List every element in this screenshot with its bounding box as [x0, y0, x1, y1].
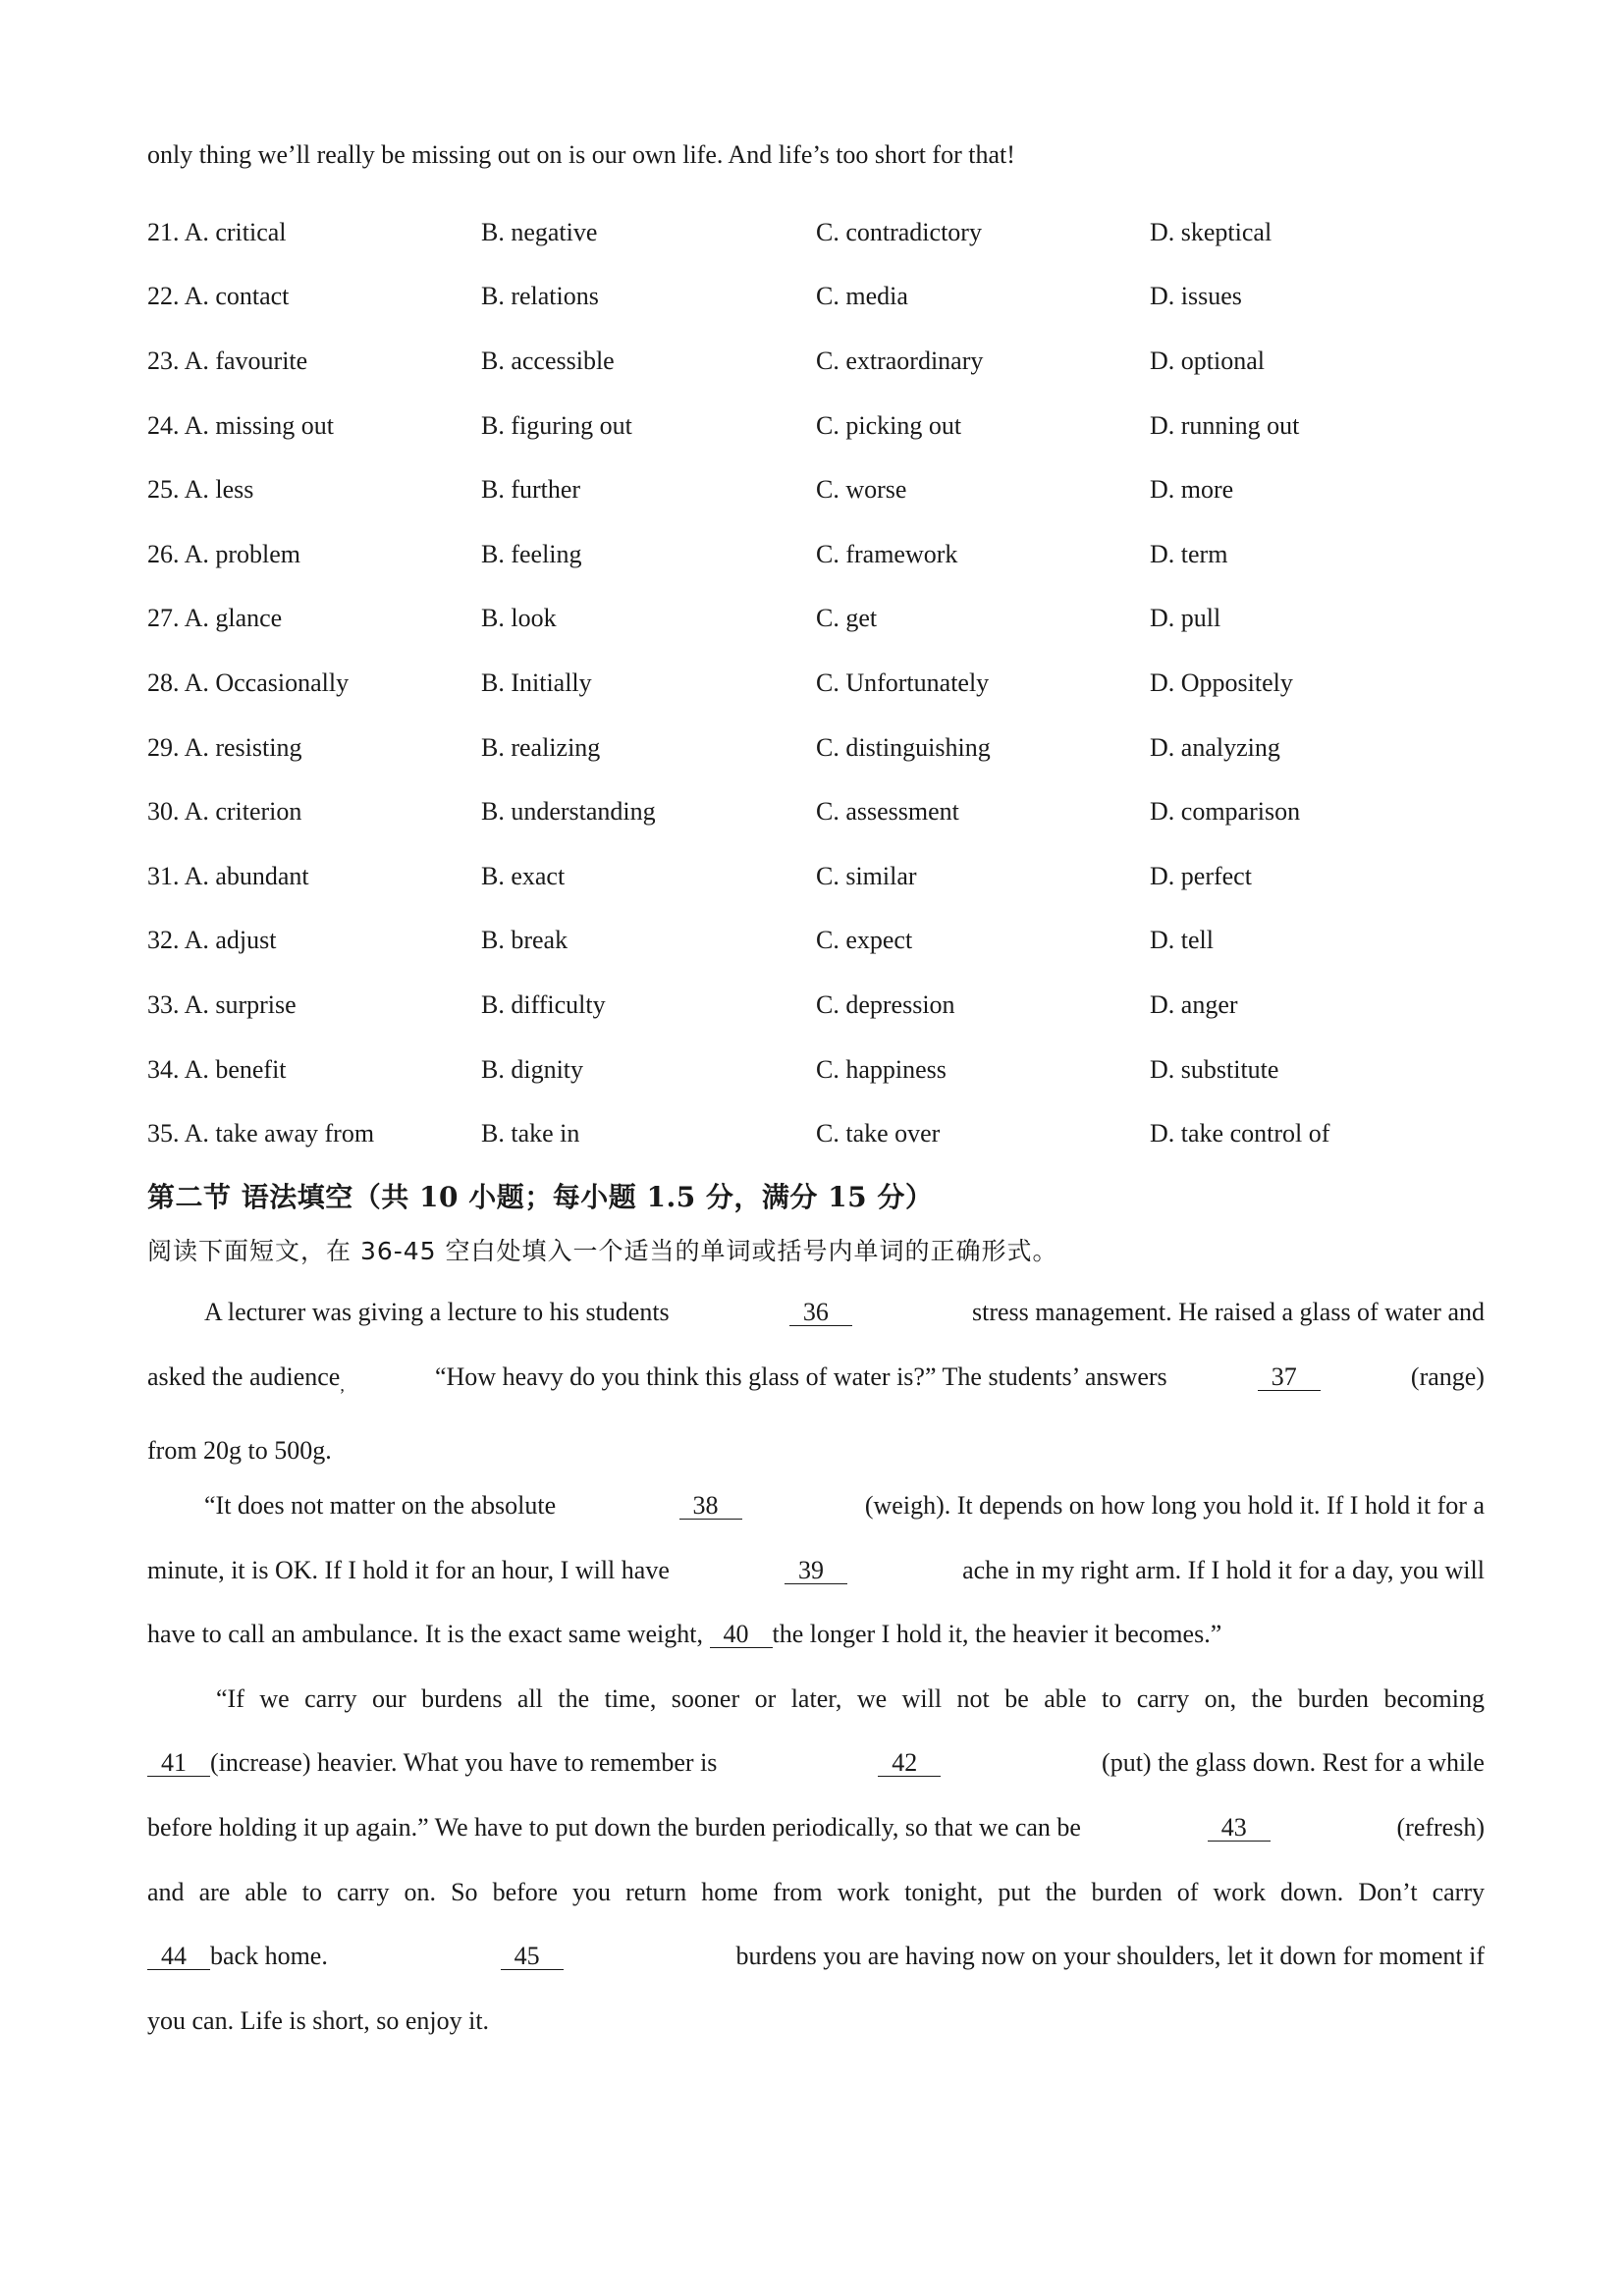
option-b: B. dignity [481, 1054, 584, 1084]
option-a: 30. A. criterion [147, 797, 302, 827]
passage-text: (put) the glass down. Rest for a while [1102, 1748, 1485, 1778]
passage-line: “If we carry our burdens all the time, sooner or later, we will not be able to carry on, the burden becoming [216, 1683, 1485, 1713]
option-c: C. worse [816, 475, 907, 505]
question-row [147, 200, 1485, 265]
passage-text: (range) [1410, 1362, 1485, 1391]
option-d: D. Oppositely [1150, 667, 1293, 697]
passage-text: A lecturer was giving a lecture to his students [204, 1297, 670, 1326]
passage-line [147, 1538, 1485, 1603]
option-a: 29. A. resisting [147, 732, 302, 762]
blank-38[interactable]: 38 [679, 1493, 742, 1520]
option-a: 26. A. problem [147, 539, 300, 568]
question-row [147, 265, 1485, 330]
blank-39[interactable]: 39 [785, 1558, 847, 1584]
option-d: D. tell [1150, 926, 1214, 955]
blank-41[interactable]: 41 [147, 1750, 210, 1777]
passage-text: stress management. He raised a glass of water and [972, 1297, 1485, 1326]
question-row [147, 716, 1485, 780]
option-d: D. comparison [1150, 797, 1301, 827]
option-c: C. similar [816, 861, 917, 890]
cloze-passage [147, 1280, 1485, 2054]
option-d: D. optional [1150, 346, 1265, 375]
option-c: C. assessment [816, 797, 959, 827]
passage-text: (refresh) [1396, 1813, 1485, 1842]
option-b: B. understanding [481, 797, 656, 827]
blank-44[interactable]: 44 [147, 1944, 210, 1970]
question-row [147, 909, 1485, 974]
option-a: 35. A. take away from [147, 1119, 375, 1148]
option-c: C. depression [816, 989, 955, 1019]
option-c: C. picking out [816, 410, 962, 440]
option-d: D. perfect [1150, 861, 1252, 890]
blank-45[interactable]: 45 [501, 1944, 564, 1970]
option-d: D. analyzing [1150, 732, 1280, 762]
option-c: C. distinguishing [816, 732, 991, 762]
passage-text: 44 back home. [147, 1924, 328, 1989]
passage-text: “It does not matter on the absolute [204, 1491, 557, 1521]
option-b: B. feeling [481, 539, 582, 568]
option-c: C. Unfortunately [816, 667, 990, 697]
option-c: C. extraordinary [816, 346, 984, 375]
options-table [147, 200, 1485, 1166]
option-a: 21. A. critical [147, 217, 287, 246]
blank-36[interactable]: 36 [789, 1300, 852, 1326]
option-c: C. framework [816, 539, 958, 568]
option-c: C. media [816, 282, 908, 311]
option-d: D. more [1150, 475, 1234, 505]
option-b: B. exact [481, 861, 566, 890]
passage-line [147, 1795, 1485, 1860]
question-row [147, 1101, 1485, 1166]
option-d: D. skeptical [1150, 217, 1272, 246]
blank-37[interactable]: 37 [1258, 1364, 1321, 1391]
blank-43[interactable]: 43 [1208, 1815, 1271, 1842]
question-row [147, 1038, 1485, 1102]
option-d: D. take control of [1150, 1119, 1330, 1148]
question-row [147, 844, 1485, 909]
passage-line [147, 1473, 1485, 1538]
passage-line [147, 1602, 1485, 1667]
question-row [147, 587, 1485, 652]
question-row [147, 779, 1485, 844]
passage-line: and are able to carry on. So before you return home from work tonight, put the burden of work down. Don’t carry [147, 1877, 1485, 1906]
passage-text: the longer I hold it, the heavier it becomes.” [772, 1620, 1222, 1649]
exam-page [147, 135, 1485, 2053]
option-a: 22. A. contact [147, 282, 290, 311]
option-b: B. accessible [481, 346, 615, 375]
passage-line [147, 1345, 1485, 1410]
option-c: C. expect [816, 926, 913, 955]
blank-42[interactable]: 42 [878, 1750, 941, 1777]
passage-line [147, 1924, 1485, 1989]
passage-line [147, 1731, 1485, 1795]
passage-line: you can. Life is short, so enjoy it. [147, 2005, 490, 2035]
question-row [147, 973, 1485, 1038]
question-row [147, 651, 1485, 716]
option-d: D. anger [1150, 989, 1238, 1019]
option-b: B. Initially [481, 667, 592, 697]
option-a: 33. A. surprise [147, 989, 297, 1019]
option-b: B. break [481, 926, 568, 955]
option-b: B. relations [481, 282, 599, 311]
option-a: 34. A. benefit [147, 1054, 287, 1084]
passage-text: “How heavy do you think this glass of water is?” The students’ answers [434, 1362, 1167, 1391]
option-d: D. issues [1150, 282, 1242, 311]
option-b: B. look [481, 604, 557, 633]
option-b: B. further [481, 475, 581, 505]
passage-text: 41 (increase) heavier. What you have to remember is [147, 1731, 717, 1795]
option-a: 32. A. adjust [147, 926, 277, 955]
section-instruction: 阅读下面短文，在 36-45 空白处填入一个适当的单词或括号内单词的正确形式。 [147, 1236, 1058, 1265]
option-a: 25. A. less [147, 475, 254, 505]
passage-text: before holding it up again.” We have to put down the burden periodically, so that we can be [147, 1813, 1081, 1842]
option-d: D. term [1150, 539, 1228, 568]
option-d: D. substitute [1150, 1054, 1279, 1084]
option-b: B. figuring out [481, 410, 632, 440]
option-d: D. pull [1150, 604, 1221, 633]
section-title: 第二节 语法填空（共 10 小题；每小题 1.5 分，满分 15 分） [147, 1180, 934, 1213]
blank-40[interactable]: 40 [710, 1622, 773, 1648]
passage-line: from 20g to 500g. [147, 1436, 332, 1466]
option-b: B. take in [481, 1119, 580, 1148]
question-row [147, 457, 1485, 522]
passage-text: have to call an ambulance. It is the exact same weight, [147, 1620, 703, 1649]
option-c: C. happiness [816, 1054, 947, 1084]
passage-text: minute, it is OK. If I hold it for an hour, I will have [147, 1555, 670, 1584]
question-row [147, 329, 1485, 394]
passage-line [147, 1280, 1485, 1345]
option-a: 27. A. glance [147, 604, 283, 633]
passage-closing-line: only thing we’ll really be missing out on is our own life. And life’s too short for that! [147, 140, 1015, 169]
option-c: C. contradictory [816, 217, 982, 246]
option-a: 24. A. missing out [147, 410, 334, 440]
option-c: C. take over [816, 1119, 941, 1148]
passage-text: ache in my right arm. If I hold it for a day, you will [962, 1555, 1485, 1584]
question-row [147, 394, 1485, 458]
option-c: C. get [816, 604, 878, 633]
question-row [147, 522, 1485, 587]
passage-text: asked the audience$_,$ [147, 1362, 345, 1395]
option-b: B. negative [481, 217, 598, 246]
option-b: B. realizing [481, 732, 601, 762]
option-a: 23. A. favourite [147, 346, 308, 375]
passage-text: (weigh). It depends on how long you hold it. If I hold it for a [864, 1491, 1485, 1521]
option-d: D. running out [1150, 410, 1300, 440]
option-b: B. difficulty [481, 989, 606, 1019]
passage-text: burdens you are having now on your shoulders, let it down for moment if [735, 1942, 1485, 1971]
option-a: 31. A. abundant [147, 861, 309, 890]
option-a: 28. A. Occasionally [147, 667, 350, 697]
